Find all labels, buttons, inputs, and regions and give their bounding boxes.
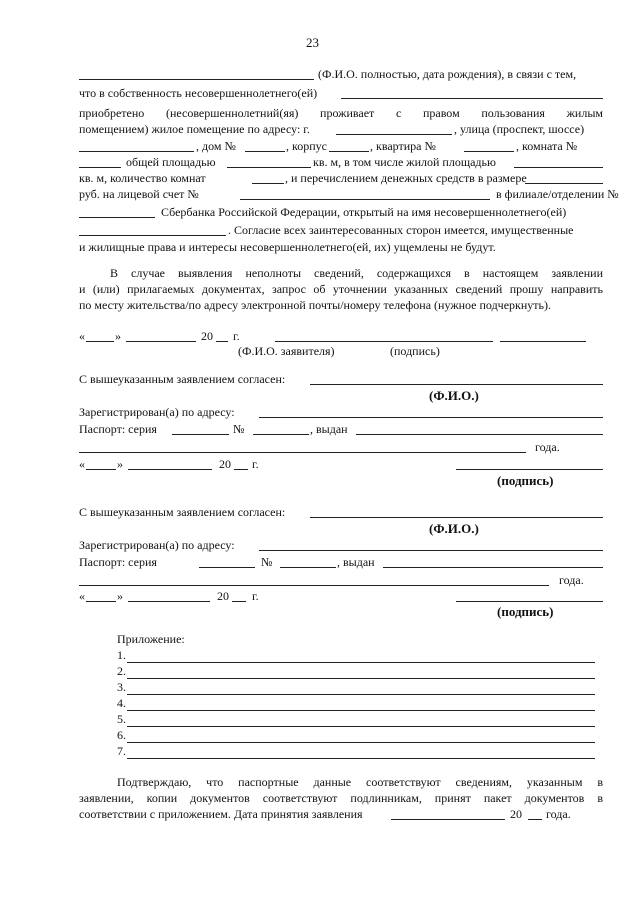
- room-field[interactable]: [79, 155, 121, 168]
- consent1-open-quote: «: [79, 457, 85, 471]
- consent2-issued-field[interactable]: [383, 555, 603, 568]
- attachment-field[interactable]: [127, 714, 595, 727]
- funds-field[interactable]: [525, 171, 603, 184]
- consent1-signature-caption: (подпись): [497, 473, 554, 488]
- attachment-number: 7.: [117, 744, 126, 758]
- date-open-quote: «: [79, 329, 85, 343]
- funds-label: , и перечислением денежных средств в размере: [285, 171, 527, 185]
- page-number: 23: [306, 35, 319, 50]
- consent2-signature-caption: (подпись): [497, 604, 554, 619]
- living-area-label: кв. м, в том числе жилой площадью: [313, 155, 496, 169]
- consent2-fio-caption: (Ф.И.О.): [429, 521, 479, 536]
- attachment-field[interactable]: [127, 650, 595, 663]
- consent2-passport-series-label: Паспорт: серия: [79, 555, 157, 569]
- consent2-passport-no-field[interactable]: [280, 555, 336, 568]
- confirm-text-2: заявлении, копии документов соответствуют подлинникам, принят пакет документов в: [79, 791, 603, 805]
- consent2-signature-field[interactable]: [456, 589, 603, 602]
- consent2-open-quote: «: [79, 589, 85, 603]
- attachment-number: 2.: [117, 664, 126, 678]
- acceptance-year-field[interactable]: [528, 807, 542, 820]
- consent1-month-field[interactable]: [128, 457, 212, 470]
- apartment-label: , квартира №: [370, 139, 436, 153]
- consent2-year-field[interactable]: [232, 589, 246, 602]
- consent1-passport-series-label: Паспорт: серия: [79, 422, 157, 436]
- account-holder-field[interactable]: [79, 223, 226, 236]
- date-month-field[interactable]: [126, 329, 196, 342]
- living-area-field[interactable]: [514, 155, 603, 168]
- consent1-address-field[interactable]: [259, 405, 603, 418]
- consent2-close-quote: »: [117, 589, 123, 603]
- rooms-field[interactable]: [252, 171, 284, 184]
- apartment-field[interactable]: [464, 139, 514, 152]
- account-field[interactable]: [240, 187, 490, 200]
- consent2-issued-field-2[interactable]: [79, 573, 549, 586]
- branch-field[interactable]: [79, 205, 155, 218]
- consent2-year-prefix: 20: [217, 589, 229, 603]
- consent2-fio-field[interactable]: [310, 505, 603, 518]
- consent1-year-suffix: г.: [252, 457, 259, 471]
- consent1-issued-label: , выдан: [310, 422, 348, 436]
- consent1-year-prefix: 20: [219, 457, 231, 471]
- consent1-year-field[interactable]: [234, 457, 248, 470]
- house-label: , дом №: [196, 139, 236, 153]
- applicant-signature-field[interactable]: [500, 329, 586, 342]
- account-label: руб. на лицевой счет №: [79, 187, 199, 201]
- consent1-agree-label: С вышеуказанным заявлением согласен:: [79, 372, 286, 386]
- consent1-issued-field-2[interactable]: [79, 440, 526, 453]
- date-year-field[interactable]: [216, 329, 228, 342]
- applicant-fio-caption: (Ф.И.О. заявителя): [238, 344, 335, 358]
- room-label: , комната №: [516, 139, 578, 153]
- branch-label: в филиале/отделении №: [496, 187, 619, 201]
- confirm-text-3: соответствии с приложением. Дата принятия заявления: [79, 807, 363, 821]
- attachment-field[interactable]: [127, 746, 595, 759]
- consent1-year-word: года.: [535, 440, 560, 454]
- building-label: , корпус: [286, 139, 327, 153]
- sberbank-text: Сбербанка Российской Федерации, открытый на имя несовершеннолетнего(ей): [161, 205, 567, 219]
- attachment-number: 3.: [117, 680, 126, 694]
- rights-text: и жилищные права и интересы несовершеннолетнего(ей, их) ущемлены не будут.: [79, 240, 496, 254]
- consent2-address-field[interactable]: [259, 538, 603, 551]
- consent-text: . Согласие всех заинтересованных сторон имеется, имущественные: [228, 223, 574, 237]
- attachment-field[interactable]: [127, 666, 595, 679]
- consent1-signature-field[interactable]: [456, 457, 603, 470]
- ownership-text: что в собственность несовершеннолетнего(ей): [79, 86, 318, 100]
- acceptance-year-suffix: года.: [546, 807, 571, 821]
- consent1-passport-series-field[interactable]: [172, 422, 229, 435]
- date-year-suffix: г.: [233, 329, 240, 343]
- attachment-field[interactable]: [127, 682, 595, 695]
- incomplete-text-2: и (или) прилагаемых документах, запрос об уточнении указанных сведений прошу направить: [79, 282, 603, 296]
- consent1-registered-label: Зарегистрирован(а) по адресу:: [79, 405, 235, 419]
- total-area-field[interactable]: [227, 155, 311, 168]
- acceptance-year-prefix: 20: [510, 807, 522, 821]
- acquired-text: приобретено (несовершеннолетний(яя) проживает с правом пользования жилым: [79, 106, 603, 120]
- consent2-passport-series-field[interactable]: [199, 555, 255, 568]
- consent2-registered-label: Зарегистрирован(а) по адресу:: [79, 538, 235, 552]
- total-area-label: общей площадью: [126, 155, 216, 169]
- consent1-issued-field[interactable]: [356, 422, 603, 435]
- consent2-agree-label: С вышеуказанным заявлением согласен:: [79, 505, 286, 519]
- attachment-number: 1.: [117, 648, 126, 662]
- attachments-title: Приложение:: [117, 632, 185, 646]
- attachment-field[interactable]: [127, 698, 595, 711]
- date-day-field[interactable]: [86, 329, 114, 342]
- consent2-issued-label: , выдан: [337, 555, 375, 569]
- fio-field[interactable]: [79, 67, 314, 80]
- attachment-number: 4.: [117, 696, 126, 710]
- city-field[interactable]: [336, 122, 452, 135]
- street-field[interactable]: [79, 139, 194, 152]
- consent2-year-word: года.: [559, 573, 584, 587]
- attachment-field[interactable]: [127, 730, 595, 743]
- rooms-label: кв. м, количество комнат: [79, 171, 206, 185]
- consent2-day-field[interactable]: [86, 589, 116, 602]
- consent1-day-field[interactable]: [86, 457, 116, 470]
- building-field[interactable]: [329, 139, 369, 152]
- consent1-passport-no-label: №: [233, 422, 245, 436]
- attachment-number: 6.: [117, 728, 126, 742]
- confirm-text-1: Подтверждаю, что паспортные данные соответствуют сведениям, указанным в: [117, 775, 603, 789]
- address-text: помещением) жилое помещение по адресу: г.: [79, 122, 310, 136]
- consent1-passport-no-field[interactable]: [253, 422, 309, 435]
- fio-caption-text: (Ф.И.О. полностью, дата рождения), в связи с тем,: [318, 67, 577, 81]
- consent1-close-quote: »: [117, 457, 123, 471]
- consent1-fio-caption: (Ф.И.О.): [429, 388, 479, 403]
- consent2-passport-no-label: №: [261, 555, 273, 569]
- applicant-signature-caption: (подпись): [390, 344, 440, 358]
- acceptance-date-field[interactable]: [391, 807, 505, 820]
- consent2-year-suffix: г.: [252, 589, 259, 603]
- attachment-number: 5.: [117, 712, 126, 726]
- consent1-fio-field[interactable]: [310, 372, 603, 385]
- date-close-quote: »: [115, 329, 121, 343]
- incomplete-text-1: В случае выявления неполноты сведений, содержащихся в настоящем заявлении: [110, 266, 603, 280]
- minor-name-field[interactable]: [341, 86, 603, 99]
- house-field[interactable]: [245, 139, 285, 152]
- date-year-prefix: 20: [201, 329, 213, 343]
- consent2-month-field[interactable]: [128, 589, 210, 602]
- applicant-fio-field[interactable]: [275, 329, 493, 342]
- incomplete-text-3: по месту жительства/по адресу электронной почты/номеру телефона (нужное подчеркнуть).: [79, 298, 552, 312]
- street-label: , улица (проспект, шоссе): [454, 122, 585, 136]
